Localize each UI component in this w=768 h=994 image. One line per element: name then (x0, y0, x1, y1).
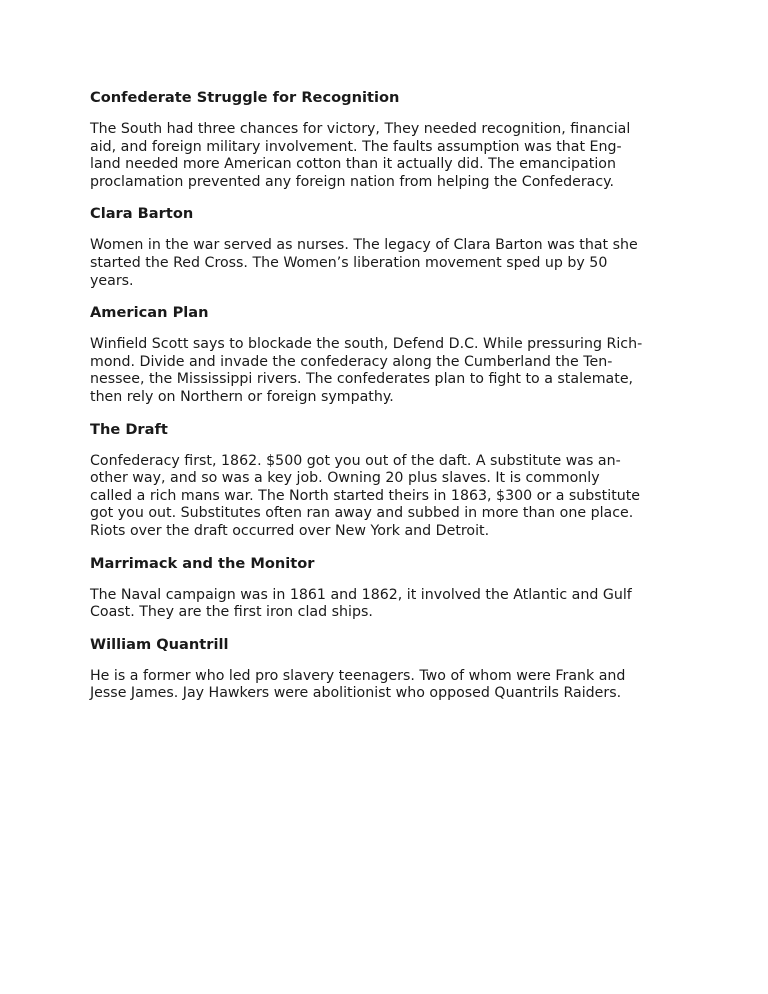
paragraph-line: then rely on Northern or foreign sympathy. (90, 388, 394, 405)
section-paragraph (90, 453, 690, 541)
section-heading: Clara Barton (90, 205, 194, 223)
section-paragraph (90, 587, 690, 622)
section-clara-barton (90, 204, 690, 290)
paragraph-line: years. (90, 272, 134, 289)
paragraph-line: Riots over the draft occurred over New York and Detroit. (90, 522, 490, 539)
paragraph-line: other way, and so was a key job. Owning 20 plus slaves. It is commonly (90, 470, 600, 487)
paragraph-line: mond. Divide and invade the confederacy along the Cumberland the Ten- (90, 353, 613, 370)
paragraph-line: Confederacy first, 1862. $500 got you out of the daft. A substitute was an- (90, 452, 621, 469)
section-heading: Marrimack and the Monitor (90, 554, 315, 572)
paragraph-line: Winfield Scott says to blockade the south, Defend D.C. While pressuring Rich- (90, 336, 643, 353)
paragraph-line: Jesse James. Jay Hawkers were abolitionist who opposed Quantrils Raiders. (90, 685, 622, 702)
paragraph-line: nessee, the Mississippi rivers. The confederates plan to fight to a stalemate, (90, 371, 634, 388)
section-paragraph (90, 668, 690, 703)
section-paragraph (90, 121, 690, 191)
section-paragraph (90, 237, 690, 290)
section-paragraph (90, 336, 690, 406)
section-heading: The Draft (90, 420, 168, 438)
section-confederate-struggle (90, 88, 690, 191)
paragraph-line: started the Red Cross. The Women’s liberation movement sped up by 50 (90, 254, 608, 271)
paragraph-line: The Naval campaign was in 1861 and 1862, it involved the Atlantic and Gulf (90, 586, 632, 603)
paragraph-line: aid, and foreign military involvement. The faults assumption was that Eng- (90, 138, 622, 155)
document-page (90, 88, 690, 716)
section-the-draft (90, 420, 690, 541)
section-heading: Confederate Struggle for Recognition (90, 89, 400, 106)
paragraph-line: Women in the war served as nurses. The legacy of Clara Barton was that she (90, 237, 638, 254)
paragraph-line: land needed more American cotton than it actually did. The emancipation (90, 156, 616, 173)
section-heading: William Quantrill (90, 635, 229, 653)
paragraph-line: The South had three chances for victory, They needed recognition, financial (90, 121, 631, 137)
paragraph-line: Coast. They are the first iron clad ships. (90, 604, 373, 621)
paragraph-line: He is a former who led pro slavery teenagers. Two of whom were Frank and (90, 667, 626, 684)
section-william-quantrill (90, 635, 690, 703)
section-marrimack-monitor (90, 554, 690, 622)
section-american-plan (90, 303, 690, 406)
paragraph-line: called a rich mans war. The North started theirs in 1863, $300 or a substitute (90, 487, 641, 504)
paragraph-line: got you out. Substitutes often ran away and subbed in more than one place. (90, 505, 634, 522)
paragraph-line: proclamation prevented any foreign nation from helping the Confederacy. (90, 173, 615, 190)
section-heading: American Plan (90, 304, 209, 322)
